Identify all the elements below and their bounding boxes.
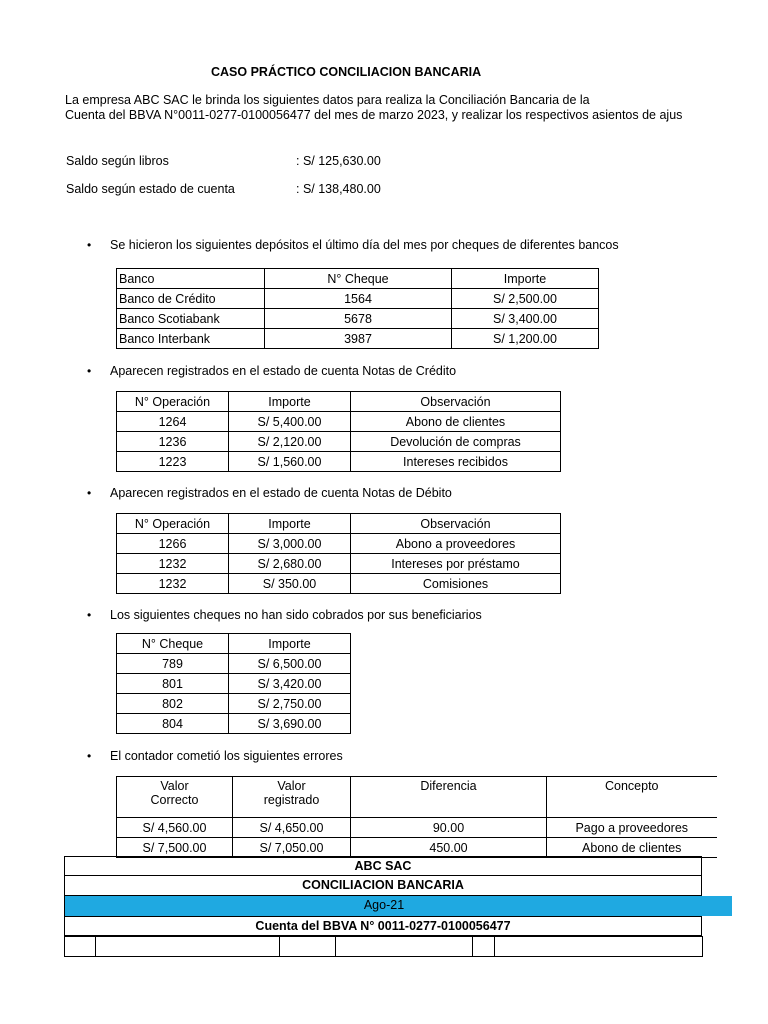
section-heading-cheques: Los siguientes cheques no han sido cobrados por sus beneficiarios bbox=[110, 608, 482, 622]
cell: S/ 6,500.00 bbox=[229, 654, 351, 674]
cell: Intereses por préstamo bbox=[351, 554, 561, 574]
cell: S/ 4,560.00 bbox=[117, 818, 233, 838]
cell: S/ 7,500.00 bbox=[117, 838, 233, 858]
cell: 1264 bbox=[117, 412, 229, 432]
cell: 789 bbox=[117, 654, 229, 674]
table-row bbox=[117, 574, 561, 594]
table-row bbox=[117, 329, 599, 349]
section-heading-errores: El contador cometió los siguientes errores bbox=[110, 749, 343, 763]
col-header: N° Cheque bbox=[265, 269, 452, 289]
header-line: Valor bbox=[277, 779, 306, 793]
cell: 1236 bbox=[117, 432, 229, 452]
cell bbox=[96, 937, 280, 957]
company-row bbox=[64, 856, 702, 876]
section-heading-notas-credito: Aparecen registrados en el estado de cuenta Notas de Crédito bbox=[110, 364, 457, 378]
table-header-row bbox=[117, 269, 599, 289]
cell: S/ 1,560.00 bbox=[229, 452, 351, 472]
cell: 1232 bbox=[117, 554, 229, 574]
table-row bbox=[117, 674, 351, 694]
cell: Abono de clientes bbox=[351, 412, 561, 432]
table-row bbox=[117, 714, 351, 734]
header-line: Concepto bbox=[604, 779, 659, 793]
cell: 1564 bbox=[265, 289, 452, 309]
account-label: Cuenta del BBVA N° 0011-0277-0100056477 bbox=[255, 919, 511, 933]
report-title: CONCILIACION BANCARIA bbox=[302, 878, 464, 892]
table-row bbox=[117, 432, 561, 452]
account-row bbox=[64, 916, 702, 936]
intro-line-2: Cuenta del BBVA N°0011-0277-0100056477 del mes de marzo 2023, y realizar los respectivos asientos de ajus bbox=[65, 108, 683, 122]
cell: Abono a proveedores bbox=[351, 534, 561, 554]
company-name: ABC SAC bbox=[354, 859, 412, 873]
cell: S/ 2,120.00 bbox=[229, 432, 351, 452]
table-row bbox=[117, 534, 561, 554]
header-line: Correcto bbox=[150, 793, 199, 807]
table-header-row bbox=[117, 634, 351, 654]
section-heading-notas-debito: Aparecen registrados en el estado de cuenta Notas de Débito bbox=[110, 486, 452, 500]
header-line: registrado bbox=[263, 793, 320, 807]
col-header: Importe bbox=[229, 634, 351, 654]
col-header: Banco bbox=[117, 269, 265, 289]
cell: S/ 1,200.00 bbox=[452, 329, 599, 349]
cell: 1232 bbox=[117, 574, 229, 594]
period-label: Ago-21 bbox=[363, 898, 405, 912]
cell: Pago a proveedores bbox=[547, 818, 717, 838]
notas-debito-table bbox=[116, 513, 561, 594]
cell: S/ 7,050.00 bbox=[233, 838, 351, 858]
col-header: Importe bbox=[229, 392, 351, 412]
cell bbox=[336, 937, 473, 957]
table-row bbox=[117, 554, 561, 574]
table-row bbox=[117, 289, 599, 309]
col-header bbox=[351, 777, 547, 818]
col-header: Importe bbox=[229, 514, 351, 534]
table-row bbox=[65, 937, 703, 957]
col-header bbox=[547, 777, 717, 818]
empty-grid-row bbox=[64, 936, 703, 957]
cell: 5678 bbox=[265, 309, 452, 329]
cell: 3987 bbox=[265, 329, 452, 349]
cheques-table bbox=[116, 633, 351, 734]
col-header: Importe bbox=[452, 269, 599, 289]
table-row bbox=[117, 452, 561, 472]
cell: 802 bbox=[117, 694, 229, 714]
col-header: N° Operación bbox=[117, 392, 229, 412]
table-row bbox=[117, 654, 351, 674]
saldo-libros-value: : S/ 125,630.00 bbox=[296, 154, 381, 168]
table-header-row bbox=[117, 392, 561, 412]
errores-table bbox=[116, 776, 717, 858]
table-row bbox=[117, 818, 717, 838]
cell: S/ 3,690.00 bbox=[229, 714, 351, 734]
table-header-row bbox=[117, 777, 717, 818]
bullet-icon: • bbox=[87, 608, 92, 622]
section-heading-depositos: Se hicieron los siguientes depósitos el último día del mes por cheques de diferentes bancos bbox=[110, 238, 619, 252]
cell: Comisiones bbox=[351, 574, 561, 594]
cell: S/ 5,400.00 bbox=[229, 412, 351, 432]
cell: 90.00 bbox=[351, 818, 547, 838]
cell: Devolución de compras bbox=[351, 432, 561, 452]
cell bbox=[280, 937, 336, 957]
cell: S/ 3,000.00 bbox=[229, 534, 351, 554]
bullet-icon: • bbox=[87, 749, 92, 763]
cell bbox=[473, 937, 495, 957]
cell: S/ 2,500.00 bbox=[452, 289, 599, 309]
cell: Intereses recibidos bbox=[351, 452, 561, 472]
cell: Banco Scotiabank bbox=[117, 309, 265, 329]
document-title: CASO PRÁCTICO CONCILIACION BANCARIA bbox=[211, 65, 482, 79]
bullet-icon: • bbox=[87, 238, 92, 252]
table-row bbox=[117, 694, 351, 714]
cell: 450.00 bbox=[351, 838, 547, 858]
table-row bbox=[117, 412, 561, 432]
saldo-libros-label: Saldo según libros bbox=[66, 154, 169, 168]
table-row bbox=[117, 309, 599, 329]
period-row bbox=[64, 896, 703, 916]
cell: S/ 4,650.00 bbox=[233, 818, 351, 838]
cell: S/ 2,750.00 bbox=[229, 694, 351, 714]
cell: S/ 3,420.00 bbox=[229, 674, 351, 694]
col-header: Observación bbox=[351, 392, 561, 412]
col-header: N° Operación bbox=[117, 514, 229, 534]
header-line: Valor bbox=[160, 779, 189, 793]
cell: S/ 2,680.00 bbox=[229, 554, 351, 574]
table-header-row bbox=[117, 514, 561, 534]
header-line: Diferencia bbox=[420, 779, 477, 793]
cell: S/ 350.00 bbox=[229, 574, 351, 594]
report-title-row bbox=[64, 876, 702, 896]
bullet-icon: • bbox=[87, 364, 92, 378]
col-header: N° Cheque bbox=[117, 634, 229, 654]
cell bbox=[495, 937, 703, 957]
depositos-table bbox=[116, 268, 599, 349]
cell bbox=[65, 937, 96, 957]
saldo-estado-value: : S/ 138,480.00 bbox=[296, 182, 381, 196]
cell: Banco Interbank bbox=[117, 329, 265, 349]
col-header: Observación bbox=[351, 514, 561, 534]
bullet-icon: • bbox=[87, 486, 92, 500]
saldo-estado-label: Saldo según estado de cuenta bbox=[66, 182, 235, 196]
cell: 804 bbox=[117, 714, 229, 734]
cell: Abono de clientes bbox=[547, 838, 717, 858]
notas-credito-table bbox=[116, 391, 561, 472]
intro-paragraph bbox=[65, 93, 703, 123]
cell: 1223 bbox=[117, 452, 229, 472]
col-header bbox=[117, 777, 233, 818]
cell: S/ 3,400.00 bbox=[452, 309, 599, 329]
cell: Banco de Crédito bbox=[117, 289, 265, 309]
col-header bbox=[233, 777, 351, 818]
intro-line-1: La empresa ABC SAC le brinda los siguientes datos para realiza la Conciliación Bancaria de la bbox=[65, 93, 590, 107]
cell: 1266 bbox=[117, 534, 229, 554]
table-row bbox=[117, 838, 717, 858]
cell: 801 bbox=[117, 674, 229, 694]
